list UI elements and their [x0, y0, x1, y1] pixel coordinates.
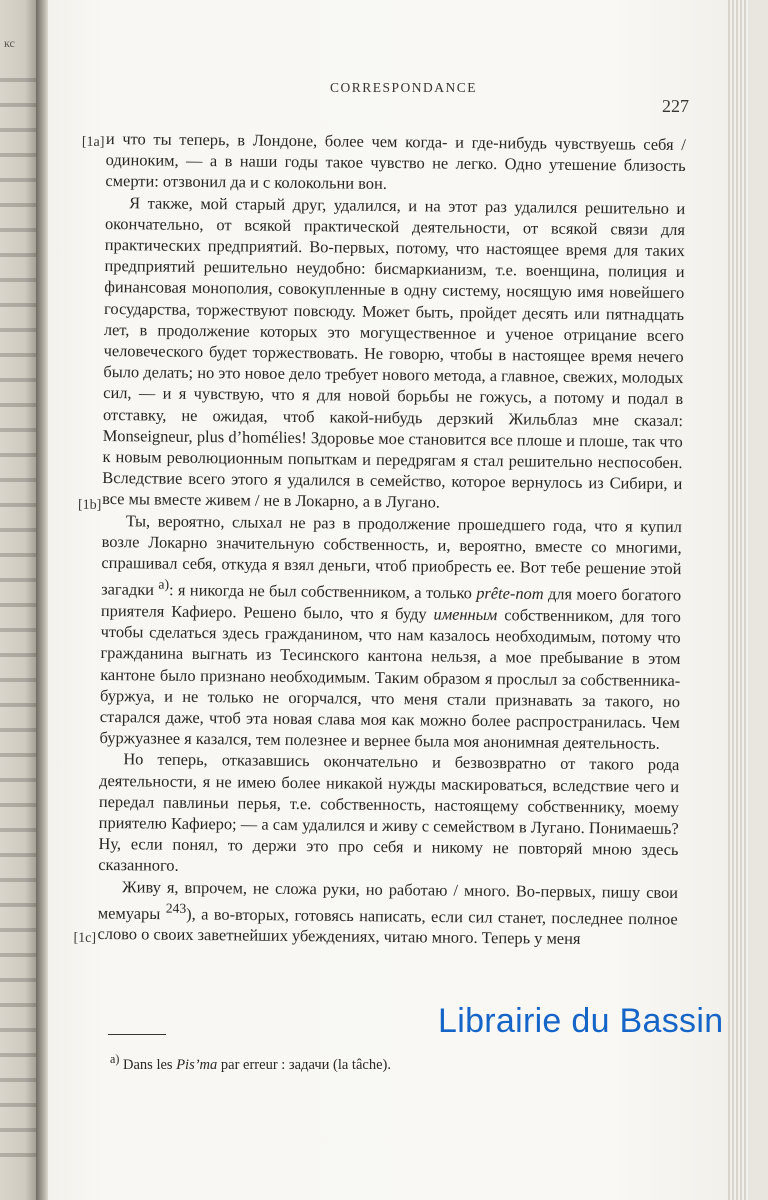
paragraph-2-part-a: Я также, мой старый друг, удалился, и на этот раз удалился решительно и окончательно, от всякой практической деятельности, от всякой связи для практических предприятий. Во-первых, потому, что настоящее время для таких предприятий решительно неудобно: бисмаркианизм, т.е. военщина, полиция и финансовая монополия, совокупленные в одну систему, носящую имя новейшего государства, торжествуют повсюду. Может быть, пройдет десять или пятнадцать лет, в продолжение которых это могущественное и ученое отрицание всего человеческого будет торжествовать. Не говорю, чтобы в настоящее время нечего было делать; но это новое дело требует нового метода, а главное, свежих, молодых сил, — и я чувствую, что я для новой борьбы не гожусь, а потому и подал в отставку, не ожидая, чтоб какой-нибудь дерзкий Жильблаз мне сказал: Monseigneur, plus d’homélies! Здоровье мое становится все плоше и плоше, так что к новым революционным попыткам и передрягам я стал решительно неспособен. Вследствие всего этого я удалился — [102, 192, 686, 490]
paragraph-5 — [97, 876, 678, 951]
endnote-reference: 243 — [165, 900, 187, 916]
paragraph-2-part-b: в семейство, которое вернулось из Сибири, и все мы вместе живем / не в Локарно, а в Лугано. — [102, 470, 683, 512]
paragraph-2 — [102, 192, 685, 516]
footnote-marker: a) — [110, 1052, 120, 1066]
paragraph-4: Но теперь, отказавшись окончательно и безвозвратно от такого рода деятельности, я не имею более никакой нужды маскироваться, вследствие чего и передал павлиньи перья, т.е. собственность, настоящему собственнику, моему приятелю Кафиеро; — а сам удалился и живу с семейством в Лугано. Понимаешь? Ну, если понял, то держи это про себя и никому не повторяй мною здесь сказанного. — [98, 749, 680, 876]
footnote — [110, 1050, 670, 1074]
paragraph-3 — [100, 510, 682, 755]
book-page — [48, 0, 748, 1200]
margin-marker-1c: [1c] — [73, 930, 97, 946]
paragraph-3-italic-prete-nom: prête-nom — [476, 583, 544, 604]
paragraph-5-part-b: ), а во-вторых, готовясь написать, если сил станет, последнее полное слово о своих заветнейших убеждениях, читаю много. Теперь у меня — [97, 904, 678, 949]
page-number: 227 — [662, 96, 689, 116]
paragraph-1: и что ты теперь, в Лондоне, более чем когда- и где-нибудь чувствуешь себя / одиноким, — а в наши годы такое чувство не легко. Одно утешение близость смерти: отзвонил да и с колокольни вон. — [105, 128, 686, 194]
seller-watermark: Librairie du Bassin — [438, 1002, 724, 1040]
paragraph-3-italic-imennym: именным — [433, 604, 498, 625]
footnote-text-b: par erreur : задачи (la tâche). — [217, 1056, 391, 1073]
paragraph-5-part-a: Живу я, впрочем, не сложа руки, но работаю / много. Во-первых, пишу свои мемуары — [97, 876, 679, 923]
margin-marker-1a: [1a] — [81, 134, 105, 150]
footnote-rule — [108, 1034, 166, 1035]
footnote-text-a: Dans les — [119, 1056, 177, 1073]
margin-marker-1b: [1b] — [77, 497, 102, 513]
paragraph-3-part-d: собственником, для того чтобы сделаться здесь гражданином, что нам казалось необходимым, потому что гражданина выгнать из Тесинского кантона нельзя, а мое пребывание в этом кантоне было признано необходимым. Таким образом я прослыл за собственника-буржуа, и не только не огорчался, что меня стали признавать за такого, но старался даже, чтоб эта новая слава моя как можно более распространилась. Чем буржуазнее я казался, тем полезнее и вернее была моя анонимная деятельность. — [99, 605, 682, 753]
footnote-italic: Pis’ma — [176, 1056, 218, 1073]
running-head: CORRESPONDANCE — [330, 80, 478, 95]
body-text — [73, 128, 686, 951]
left-page-corner-mark: кс — [4, 36, 15, 50]
footnote-reference: a) — [158, 576, 170, 592]
paragraph-3-part-c: для моего богатого приятеля Кафиеро. Решено было, что я буду — [100, 584, 682, 624]
paragraph-3-part-b: : я никогда не был собственником, а только — [168, 580, 477, 603]
paragraph-3-part-a: Ты, вероятно, слыхал не раз в продолжение прошедшего года, что я купил возле Локарно значительную собственность, и, вероятно, вместе со многими, спрашивал себя, откуда я взял деньги, чтоб приобресть ее. Вот тебе решение этой загадки — [101, 510, 682, 600]
page-edges — [728, 0, 748, 1200]
